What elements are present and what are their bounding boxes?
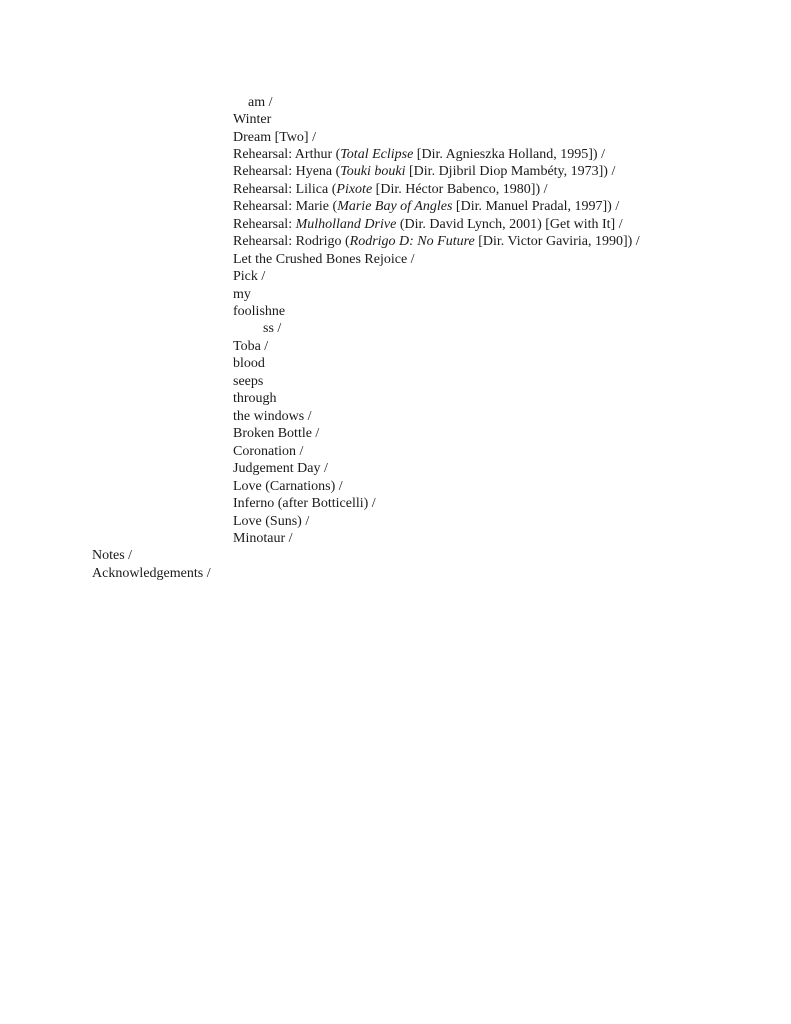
toc-entry: Dream [Two] / bbox=[233, 130, 316, 145]
toc-entry: Rehearsal: Mulholland Drive (Dir. David Lynch, 2001) [Get with It] / bbox=[233, 217, 623, 232]
film-title: Touki bouki bbox=[340, 164, 406, 179]
film-title: Mulholland Drive bbox=[295, 217, 397, 232]
toc-entry: Minotaur / bbox=[233, 531, 293, 546]
toc-entry: am / bbox=[248, 95, 273, 110]
film-title: Total Eclipse bbox=[340, 147, 414, 162]
toc-entry: through bbox=[233, 391, 277, 406]
film-title: Pixote bbox=[336, 182, 373, 197]
toc-entry: Rehearsal: Arthur (Total Eclipse [Dir. Agnieszka Holland, 1995]) / bbox=[233, 147, 605, 162]
toc-entry: Judgement Day / bbox=[233, 461, 328, 476]
toc-entry: Notes / bbox=[92, 548, 133, 563]
toc-entry: Rehearsal: Hyena (Touki bouki [Dir. Djibril Diop Mambéty, 1973]) / bbox=[233, 164, 616, 179]
toc-entry: Love (Suns) / bbox=[233, 514, 310, 529]
toc-entry: seeps bbox=[233, 374, 264, 389]
toc-entry: ss / bbox=[263, 321, 282, 336]
toc-entry: the windows / bbox=[233, 409, 312, 424]
toc-entry: Broken Bottle / bbox=[233, 426, 320, 441]
film-title: Marie Bay of Angles bbox=[337, 199, 453, 214]
toc-entry: Inferno (after Botticelli) / bbox=[233, 496, 376, 511]
toc-entry: Rehearsal: Rodrigo (Rodrigo D: No Future [Dir. Victor Gaviria, 1990]) / bbox=[233, 234, 640, 249]
toc-entry: Rehearsal: Lilica (Pixote [Dir. Héctor Babenco, 1980]) / bbox=[233, 182, 548, 197]
toc-entry: Let the Crushed Bones Rejoice / bbox=[233, 252, 415, 267]
toc-entry: my bbox=[233, 287, 251, 302]
toc-entry: Toba / bbox=[233, 339, 269, 354]
film-title: Rodrigo D: No Future bbox=[349, 234, 475, 249]
toc-entry: Rehearsal: Marie (Marie Bay of Angles [Dir. Manuel Pradal, 1997]) / bbox=[233, 199, 620, 214]
toc-entry: Winter bbox=[233, 112, 272, 127]
toc-entry: Pick / bbox=[233, 269, 266, 284]
toc-entry: Love (Carnations) / bbox=[233, 479, 343, 494]
toc-entry: blood bbox=[233, 356, 265, 371]
toc-entry: Acknowledgements / bbox=[92, 566, 211, 581]
toc-entry: foolishne bbox=[233, 304, 286, 319]
toc-entry: Coronation / bbox=[233, 444, 304, 459]
